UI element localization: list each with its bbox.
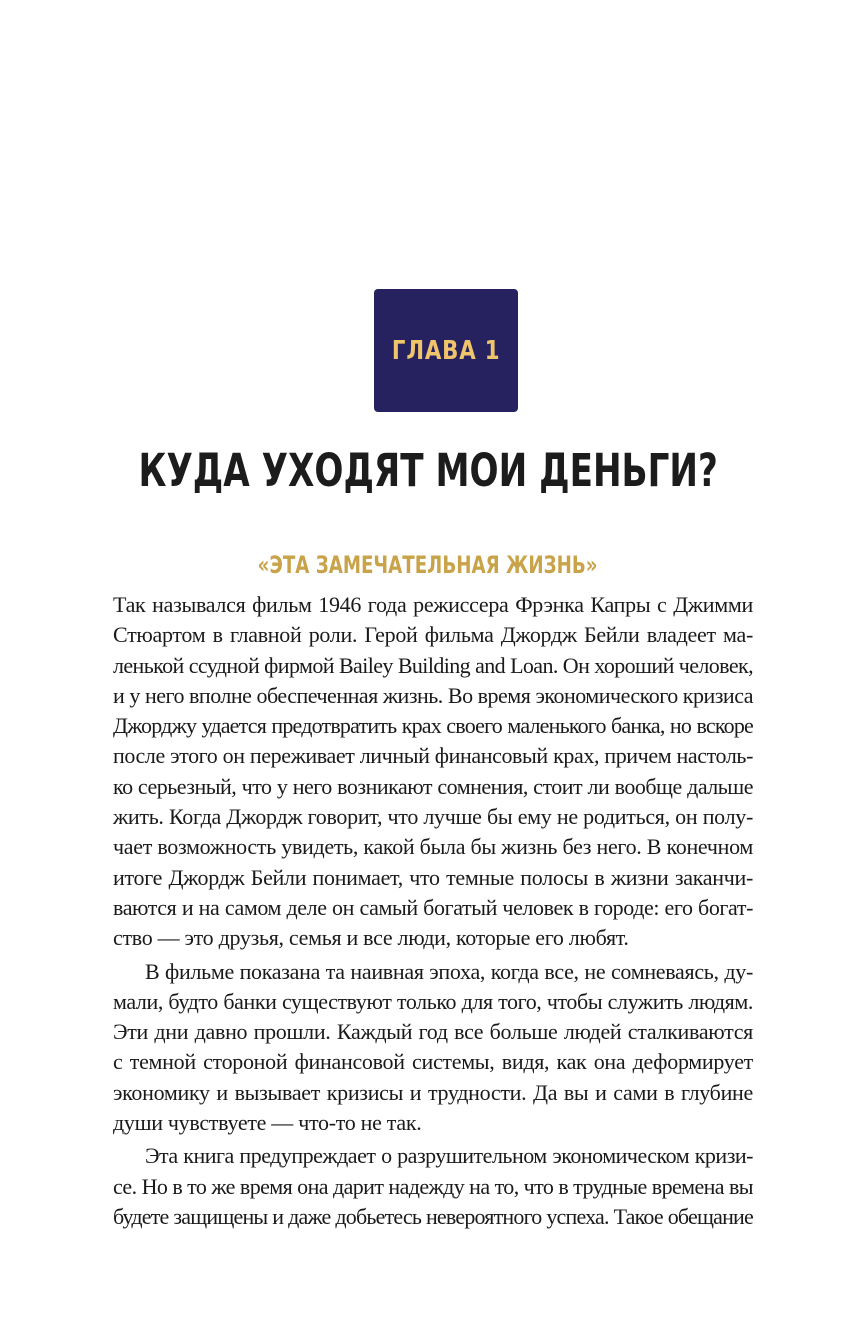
text-line: будете защищены и даже добьетесь невероятного успеха. Такое обещание bbox=[113, 1203, 753, 1229]
paragraph bbox=[113, 1141, 753, 1232]
chapter-label: ГЛАВА 1 bbox=[391, 335, 501, 366]
text-line: души чувствуете — что-то не так. bbox=[113, 1110, 422, 1136]
text-line: после этого он переживает личный финансовый крах, причем настоль- bbox=[113, 743, 753, 769]
section-heading-text: «ЭТА ЗАМЕЧАТЕЛЬНАЯ ЖИЗНЬ» bbox=[258, 551, 598, 579]
chapter-badge bbox=[374, 289, 518, 412]
text-line: Так назывался фильм 1946 года режиссера Фрэнка Капры с Джимми bbox=[113, 592, 753, 617]
text-line: и у него вполне обеспеченная жизнь. Во время экономического кризиса bbox=[113, 682, 753, 708]
text-line: жить. Когда Джордж говорит, что лучше бы ему не родиться, он полу- bbox=[113, 804, 753, 830]
text-line: В фильме показана та наивная эпоха, когда все, не сомневаясь, ду- bbox=[145, 958, 753, 984]
text-line: экономику и вызывает кризисы и трудности. Да вы и сами в глубине bbox=[113, 1079, 753, 1105]
text-line: Эти дни давно прошли. Каждый год все больше людей сталкиваются bbox=[113, 1019, 753, 1045]
paragraph bbox=[113, 590, 753, 954]
text-line: чает возможность увидеть, какой была бы жизнь без него. В конечном bbox=[113, 834, 753, 860]
paragraph bbox=[113, 957, 753, 1139]
text-line: Стюартом в главной роли. Герой фильма Джордж Бейли владеет ма- bbox=[113, 622, 753, 648]
text-line: ко серьезный, что у него возникают сомнения, стоит ли вообще дальше bbox=[113, 773, 753, 799]
text-line: итоге Джордж Бейли понимает, что темные полосы в жизни заканчи- bbox=[113, 864, 753, 890]
text-line: се. Но в то же время она дарит надежду на то, что в трудные времена вы bbox=[113, 1173, 753, 1199]
text-line: ленькой ссудной фирмой Bailey Building and Loan. Он хороший человек, bbox=[113, 652, 753, 678]
section-heading bbox=[0, 545, 856, 585]
text-line: Джорджу удается предотвратить крах своего маленького банка, но вскоре bbox=[113, 713, 753, 739]
text-line: Эта книга предупреждает о разрушительном экономическом кризи- bbox=[145, 1143, 753, 1169]
body-text bbox=[113, 590, 753, 1232]
text-line: с темной стороной финансовой системы, видя, как она деформирует bbox=[113, 1049, 753, 1075]
text-line: мали, будто банки существуют только для того, чтобы служить людям. bbox=[113, 988, 753, 1014]
chapter-title-text: КУДА УХОДЯТ МОИ ДЕНЬГИ? bbox=[138, 444, 718, 497]
chapter-title bbox=[0, 443, 856, 499]
text-line: ваются и на самом деле он самый богатый человек в городе: его богат- bbox=[113, 894, 753, 920]
text-line: ство — это друзья, семья и все люди, которые его любят. bbox=[113, 925, 629, 951]
